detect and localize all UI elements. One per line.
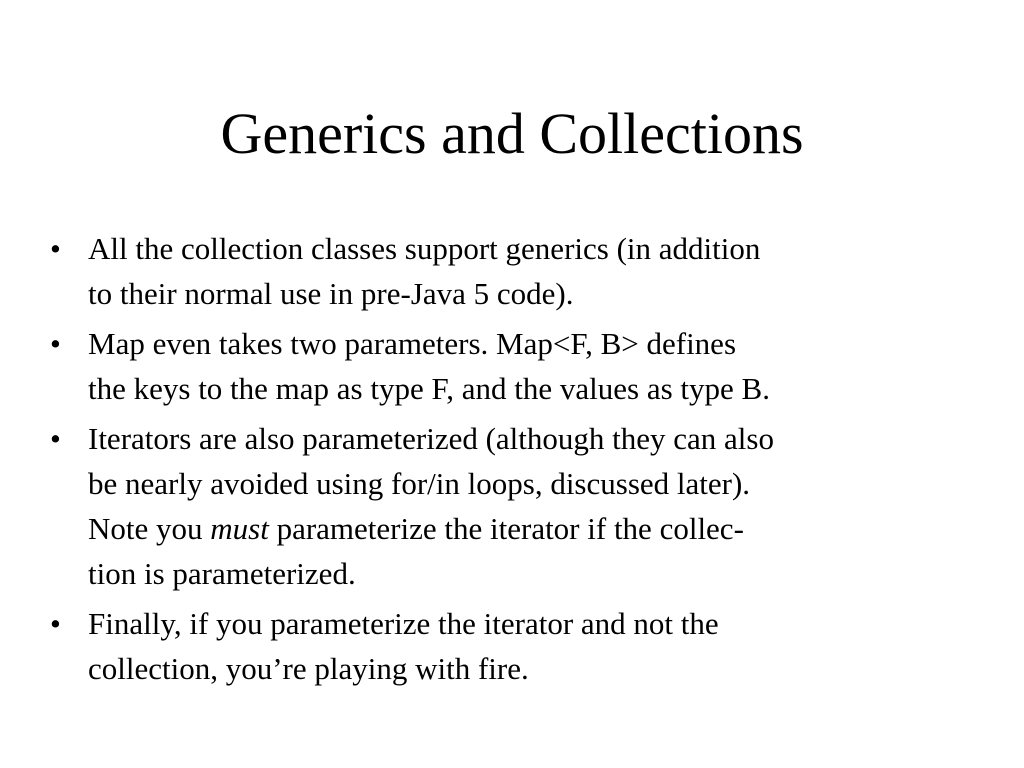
bullet-list (48, 226, 988, 696)
bullet-text-before-emphasis: Note you (88, 511, 211, 546)
bullet-line: to their normal use in pre-Java 5 code). (88, 276, 574, 311)
bullet-line: All the collection classes support generics (in addition (88, 231, 761, 266)
bullet-line: the keys to the map as type F, and the values as type B. (88, 371, 770, 406)
bullet-item-collections (48, 226, 988, 316)
bullet-line: Map even takes two parameters. Map<F, B> defines (88, 326, 737, 361)
bullet-dot-icon: • (50, 421, 61, 456)
bullet-text-after-emphasis: parameterize the iterator if the collec- (268, 511, 744, 546)
bullet-line: collection, you’re playing with fire. (88, 651, 529, 686)
bullet-item-map (48, 321, 988, 411)
bullet-item-iterators (48, 416, 988, 596)
slide-title: Generics and Collections (220, 101, 804, 166)
bullet-item-fire (48, 601, 988, 691)
emphasized-word: must (210, 511, 269, 546)
bullet-line: tion is parameterized. (88, 556, 356, 591)
bullet-dot-icon: • (50, 231, 61, 266)
bullet-line: Iterators are also parameterized (although they can also (88, 421, 774, 456)
bullet-dot-icon: • (50, 606, 61, 641)
bullet-line-emphasis (88, 506, 988, 551)
bullet-dot-icon: • (50, 326, 61, 361)
bullet-line: be nearly avoided using for/in loops, discussed later). (88, 466, 751, 501)
bullet-line: Finally, if you parameterize the iterator and not the (88, 606, 719, 641)
